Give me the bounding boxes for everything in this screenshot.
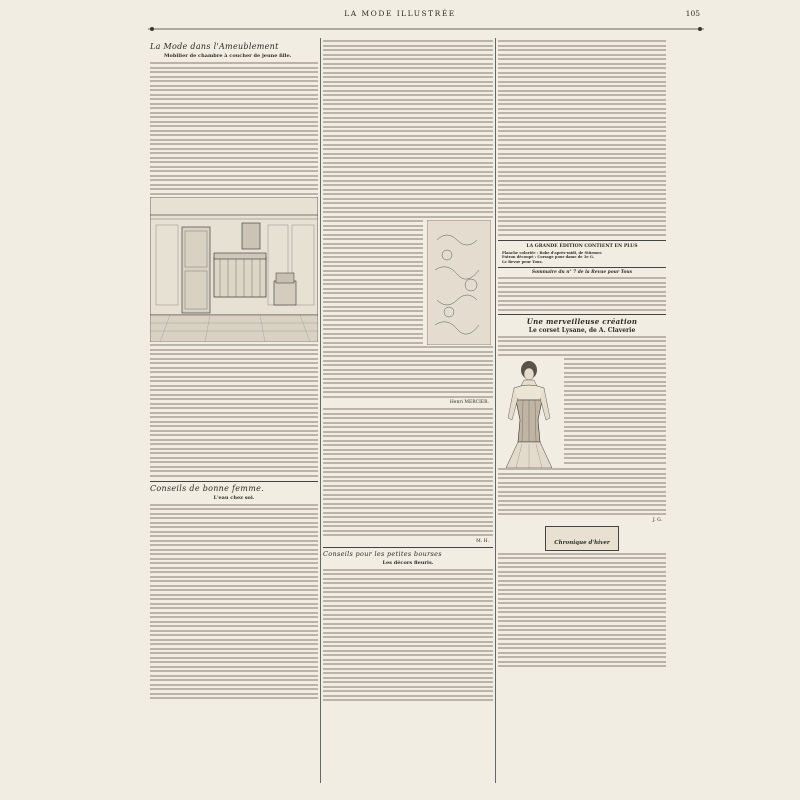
article-text — [323, 346, 493, 398]
article-text — [564, 358, 666, 468]
article-text — [150, 62, 318, 195]
chronique-header — [545, 526, 619, 551]
edition-line: Le Revue pour Tous. — [502, 259, 543, 264]
section-subtitle: Le corset Lysane, de A. Claverie — [528, 326, 636, 334]
section-title: Une merveilleuse création — [526, 316, 638, 326]
section-subtitle: Les décors fleuris. — [382, 559, 434, 566]
author-signature: J. G. — [652, 517, 662, 523]
article-text — [498, 553, 666, 668]
journal-title: LA MODE ILLUSTRÉE — [344, 9, 456, 18]
article-text — [323, 220, 423, 346]
article-text — [150, 504, 318, 700]
corset-illustration — [498, 358, 560, 468]
edition-line: Patron découpé : Corsage pour dame de 3e G. — [502, 255, 595, 259]
column-1 — [150, 40, 318, 702]
section-title: Conseils pour les petites bourses — [323, 549, 442, 558]
author-signature: Henri MERCIER. — [449, 400, 489, 405]
ornamental-header-rule — [148, 26, 704, 32]
section-subtitle: Mobilier de chambre à coucher de jeune fille. — [164, 53, 292, 59]
summary-text — [498, 277, 666, 311]
article-text — [498, 468, 666, 515]
chronique-title: Chronique d'hiver — [554, 539, 610, 546]
column-3 — [498, 40, 666, 670]
toile-de-jouy-illustration — [427, 220, 491, 345]
page-number: 105 — [685, 9, 700, 18]
column-divider — [495, 38, 496, 783]
article-text — [150, 344, 318, 477]
summary-title: Sommaire du n° 7 de la Revue pour Tous — [531, 270, 633, 275]
edition-line: Planche coloriée : Robe d'après-midi, de Stürmer. — [502, 250, 603, 255]
article-text — [498, 336, 666, 356]
section-title: La Mode dans l'Ameublement — [150, 42, 279, 51]
section-subtitle: L'eau chez soi. — [213, 494, 255, 501]
edition-title: LA GRANDE ÉDITION CONTIENT EN PLUS — [526, 243, 638, 249]
column-2 — [323, 40, 493, 704]
author-signature: M. H. — [476, 538, 489, 544]
article-text — [498, 40, 666, 236]
column-divider — [320, 38, 321, 783]
bedroom-illustration — [150, 197, 318, 342]
article-text — [323, 408, 493, 536]
section-title: Conseils de bonne femme. — [150, 483, 264, 493]
article-text — [323, 569, 493, 702]
article-text — [323, 40, 493, 218]
page-header — [140, 6, 700, 22]
